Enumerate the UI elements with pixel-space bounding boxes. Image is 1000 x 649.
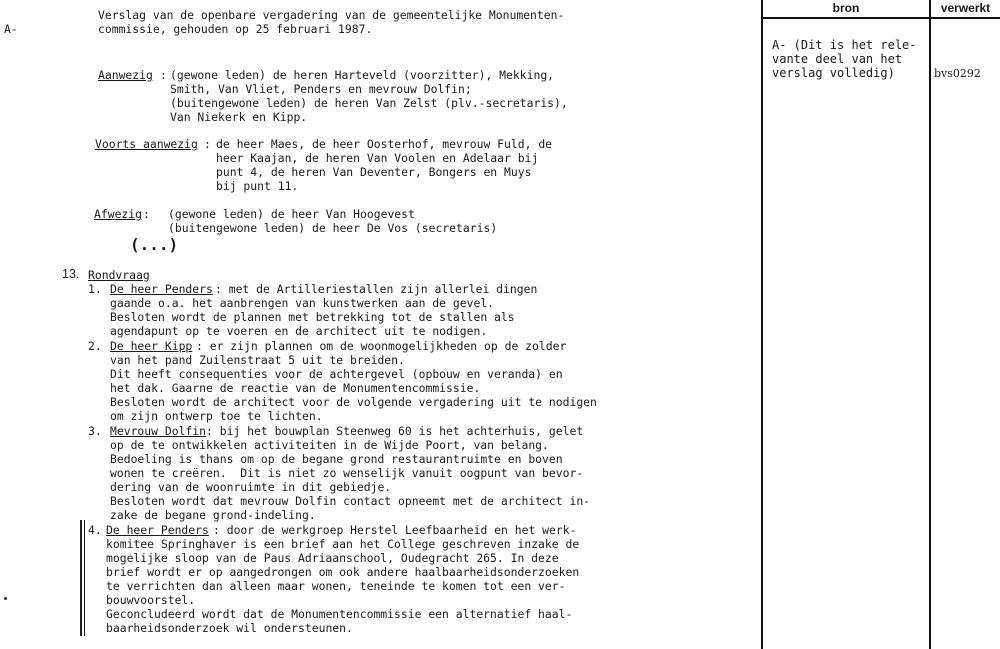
section-number: 13. bbox=[62, 267, 80, 281]
item-text-line: Besloten wordt de architect voor de volgende vergadering uit te nodigen bbox=[110, 395, 597, 409]
bron-note-line-2: vante deel van het bbox=[772, 52, 903, 66]
item-text-line: zake de begane grond-indeling. bbox=[110, 508, 316, 522]
margin-bar-inner bbox=[84, 520, 85, 636]
item-text-line: gaande o.a. het aanbrengen van kunstwerken aan de gevel. bbox=[110, 296, 495, 310]
aanwezig-label: Aanwezig bbox=[98, 68, 153, 82]
item-text-line: : door de werkgroep Herstel Leefbaarheid en het werk- bbox=[213, 523, 577, 537]
item-text-line: Bedoeling is thans om op de begane grond restaurantruimte en boven bbox=[110, 452, 563, 466]
item-text-line: wonen te creëren. Dit is niet zo wenselijk vanuit oogpunt van bevor- bbox=[110, 466, 584, 480]
bron-note-line-1: A- (Dit is het rele- bbox=[772, 38, 917, 52]
item-text-line: bouwvoorstel. bbox=[106, 593, 196, 607]
verwerkt-code: bvs0292 bbox=[934, 67, 981, 80]
item-speaker: De heer Penders bbox=[106, 523, 209, 537]
item-text-line: baarheidsonderzoek wil ondersteunen. bbox=[106, 621, 353, 635]
item-speaker: De heer Kipp bbox=[110, 339, 193, 353]
document-title-line-1: Verslag van de openbare vergadering van de gemeentelijke Monumenten- bbox=[98, 8, 565, 22]
margin-bar bbox=[80, 520, 82, 636]
item-text-line: van het pand Zuilenstraat 5 uit te breiden. bbox=[110, 353, 405, 367]
omission-ellipsis: (...) bbox=[130, 235, 179, 254]
afwezig-label: Afwezig bbox=[94, 207, 143, 221]
item-speaker: De heer Penders bbox=[110, 282, 213, 296]
item-text-line: komitee Springhaver is een brief aan het College geschreven inzake de bbox=[106, 537, 580, 551]
scan-speck bbox=[4, 597, 7, 600]
item-text-line: om zijn ontwerp toe te lichten. bbox=[110, 409, 323, 423]
aanwezig-line-1: (gewone leden) de heren Harteveld (voorzitter), Mekking, bbox=[170, 68, 555, 82]
bron-note-line-3: verslag volledig) bbox=[772, 66, 895, 80]
item-text-line: Besloten wordt de plannen met betrekking tot de stallen als bbox=[110, 310, 515, 324]
item-text-line: dering van de woonruimte in dit gebiedje. bbox=[110, 480, 392, 494]
voorts-aanwezig-label: Voorts aanwezig bbox=[95, 137, 198, 151]
bron-column-header: bron bbox=[832, 1, 860, 15]
voorts-line-1: de heer Maes, de heer Oosterhof, mevrouw Fuld, de bbox=[216, 137, 553, 151]
header-underline bbox=[761, 17, 1000, 19]
item-text-line: agendapunt op te voeren en de architect uit te nodigen. bbox=[110, 324, 488, 338]
voorts-line-3: punt 4, de heren Van Deventer, Bongers en Muys bbox=[216, 165, 532, 179]
afwezig-line-2: (buitengewone leden) de heer De Vos (secretaris) bbox=[168, 221, 498, 235]
item-text-line: Besloten wordt dat mevrouw Dolfin contact opneemt met de architect in- bbox=[110, 494, 591, 508]
item-number: 4. bbox=[88, 523, 102, 537]
item-text-line: mogelijke sloop van de Paus Adriaanschool, Oudegracht 265. In deze bbox=[106, 551, 559, 565]
margin-marker-a: A- bbox=[4, 22, 18, 36]
bron-column-left-border bbox=[761, 0, 763, 649]
item-text-line: : bij het bouwplan Steenweg 60 is het achterhuis, gelet bbox=[206, 424, 584, 438]
document-title-line-2: commissie, gehouden op 25 februari 1987. bbox=[98, 22, 373, 36]
item-number: 3. bbox=[88, 424, 102, 438]
item-text-line: : met de Artilleriestallen zijn allerlei dingen bbox=[215, 282, 538, 296]
item-text-line: : er zijn plannen om de woonmogelijkheden op de zolder bbox=[196, 339, 567, 353]
item-text-line: Geconcludeerd wordt dat de Monumentencommissie een alternatief haal- bbox=[106, 607, 573, 621]
item-speaker: Mevrouw Dolfin bbox=[110, 424, 207, 438]
item-number: 2. bbox=[88, 339, 102, 353]
aanwezig-line-2: Smith, Van Vliet, Penders en mevrouw Dolfin; bbox=[170, 82, 472, 96]
section-title: Rondvraag bbox=[88, 268, 150, 282]
afwezig-line-1: (gewone leden) de heer Van Hoogevest bbox=[168, 207, 415, 221]
column-divider bbox=[929, 0, 931, 649]
voorts-line-4: bij punt 11. bbox=[216, 179, 299, 193]
aanwezig-line-3: (buitengewone leden) de heren Van Zelst (plv.-secretaris), bbox=[170, 96, 568, 110]
item-text-line: het dak. Gaarne de reactie van de Monumentencommissie. bbox=[110, 381, 481, 395]
aanwezig-line-4: Van Niekerk en Kipp. bbox=[170, 110, 308, 124]
voorts-line-2: heer Kaajan, de heren Van Voolen en Adelaar bij bbox=[216, 151, 539, 165]
item-text-line: Dit heeft consequenties voor de achtergevel (opbouw en veranda) en bbox=[110, 367, 563, 381]
item-number: 1. bbox=[88, 282, 102, 296]
item-text-line: op de te ontwikkelen activiteiten in de Wijde Poort, van belang. bbox=[110, 438, 549, 452]
item-text-line: te verrichten dan alleen maar wonen, teneinde te komen tot een ver- bbox=[106, 579, 566, 593]
verwerkt-column-header: verwerkt bbox=[940, 1, 991, 15]
item-text-line: brief wordt er op aangedrongen om ook andere haalbaarheidsonderzoeken bbox=[106, 565, 580, 579]
